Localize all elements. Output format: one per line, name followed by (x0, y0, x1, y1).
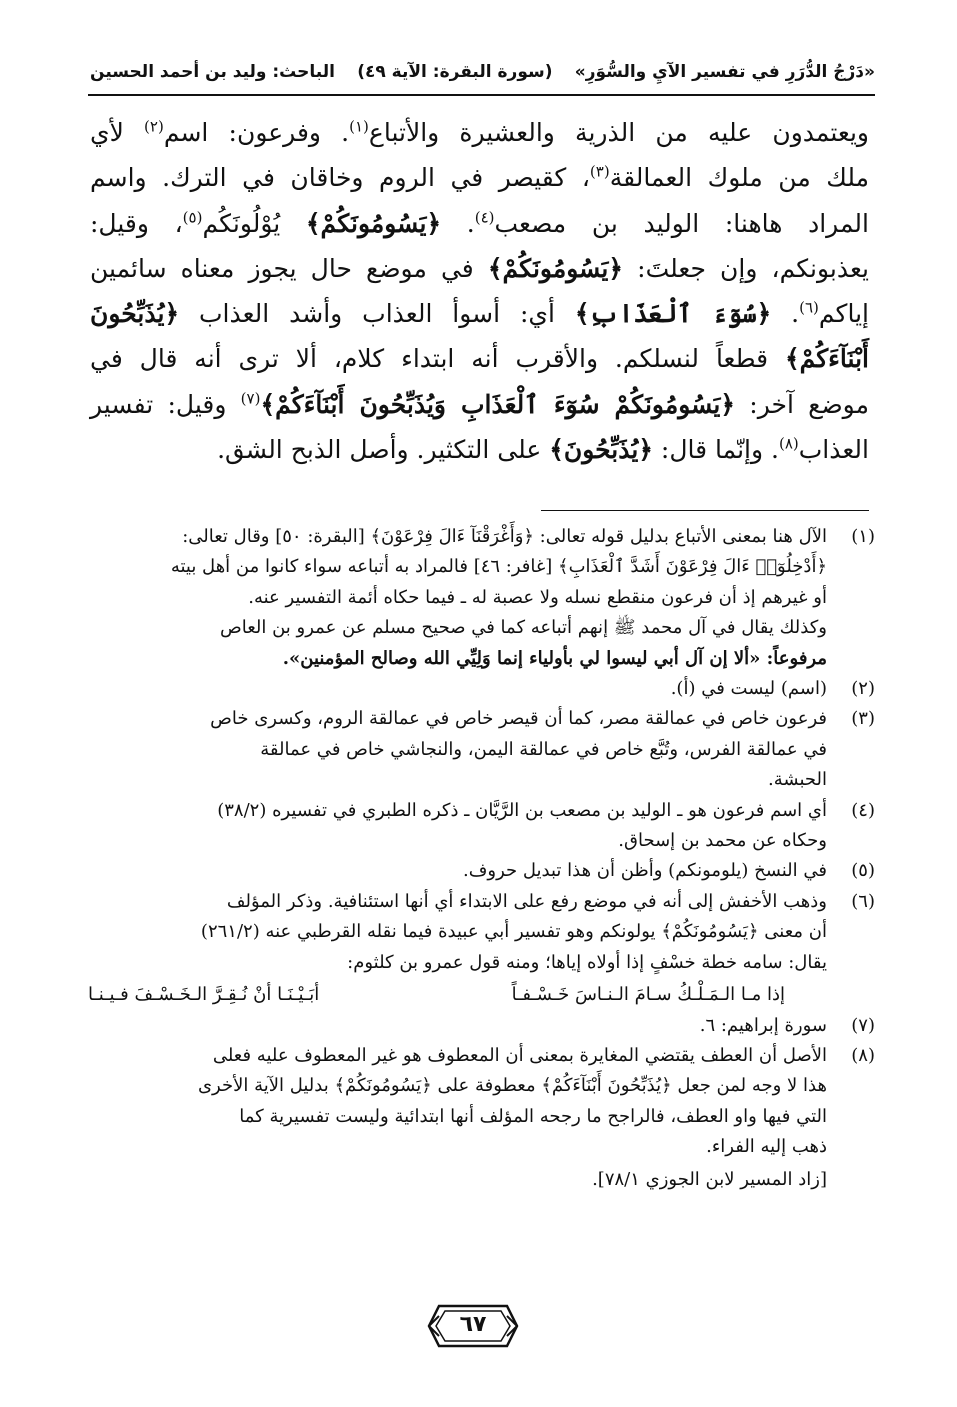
text-segment: في موضع حال يجوز معناه سائمين (90, 253, 488, 283)
footnote-marker: (٦) (799, 298, 819, 317)
footnote-marker: (٤) (474, 208, 495, 227)
footnote-line: أو غيرهم إذ أن فرعون منقطع نسله ولا عصبة له ـ فيما حكاه أئمة التفسير عنه. (248, 586, 827, 608)
text-segment: العذاب (798, 435, 869, 465)
poem-verse (88, 980, 827, 1010)
text-segment: المراد هاهنا: الوليد بن مصعب (494, 208, 869, 238)
footnote (88, 887, 875, 1011)
text-segment: وقيل: تفسير (90, 389, 241, 419)
footnote (88, 674, 875, 704)
footnote-line: التي فيها واو العطف، فالراجح ما رجحه المؤلف أنها ابتدائية وليست تفسيرية كما (239, 1105, 827, 1127)
main-line (90, 427, 869, 472)
text-segment: . (441, 208, 475, 238)
footnote-marker: (٢) (144, 117, 164, 136)
footnote-line: سورة إبراهيم: ٦. (699, 1014, 827, 1036)
footnote-number: (٤) (851, 799, 875, 821)
footnote-body (88, 887, 827, 1011)
footnote-line: وحكاه عن محمد بن إسحاق. (618, 830, 827, 852)
text-segment: . وفرعون: اسم (163, 118, 350, 147)
footnote-separator (541, 510, 869, 511)
footnote-line: في النسخ (يلومونكم) وأظن أن هذا تبديل حروف. (463, 860, 827, 882)
quran-quote: ﴿يُذَبِّحُونَ﴾ (549, 435, 653, 465)
footnote-line: أي اسم فرعون هو ـ الوليد بن مصعب بن الرَّيَّان ـ ذكره الطبري في تفسيره (٣٨/٢) (217, 799, 827, 821)
quran-quote: ﴿يَسُومُونَكُمْ﴾ (487, 253, 624, 283)
footnotes (88, 522, 875, 1195)
footnote-marker: (١) (349, 117, 369, 136)
main-line (90, 201, 869, 246)
footnote-marker: (٧) (240, 389, 261, 408)
text-segment: ملك من ملوك العمالقة (609, 163, 869, 193)
page-number-ornament (425, 1300, 521, 1352)
footnote-body (88, 1011, 827, 1041)
surah-reference: (سورة البقرة: الآية ٤٩) (357, 62, 553, 82)
footnote-body (88, 796, 827, 857)
text-segment: قطعاً لنسلكم. والأقرب أنه ابتداء كلام، ألا ترى أنه قال في (90, 344, 785, 374)
footnote (88, 856, 875, 886)
main-line (90, 382, 869, 427)
quran-quote: ﴿سُوٓءَ ٱلْعَذَابِ﴾ (574, 299, 772, 329)
main-line (90, 246, 869, 291)
text-segment: موضع آخر: (735, 389, 869, 419)
text-segment: . (771, 299, 800, 329)
footnote-source: [زاد المسير لابن الجوزي ٧٨/١]. (592, 1168, 827, 1190)
text-segment: . وإنّما قال: (652, 435, 779, 465)
footnote (88, 796, 875, 857)
main-text (90, 110, 869, 472)
quran-quote: ﴿يَسُومُونَكُمْ سُوٓءَ ٱلْعَذَابِ وَيُذَبِّحُونَ أَبْنَآءَكُمْ﴾ (260, 389, 736, 419)
footnote-line: الحبشة. (768, 769, 827, 791)
main-line (90, 155, 869, 200)
poem-hemistich: إذا مـا الـمَـلْـكُ سـامَ الـنـاسَ خَـسْـفـاً (511, 984, 785, 1006)
text-segment: على التكثير. وأصل الذبح الشق. (217, 435, 550, 465)
running-header (90, 52, 875, 92)
text-segment: ويعتمدون عليه من الذرية والعشيرة والأتباع (368, 118, 869, 147)
footnote-line: وذهب الأخفش إلى أنه في موضع رفع على الابتداء أي أنها استئنافية. وذكر المؤلف (226, 890, 827, 912)
footnote-marker: (٥) (182, 208, 203, 227)
header-rule (88, 94, 875, 96)
footnote-body (88, 522, 827, 674)
footnote-number: (٨) (851, 1044, 875, 1066)
footnote-line: فرعون خاص في عمالقة مصر، كما أن قيصر خاص في عمالقة الروم، وكسرى خاص (210, 708, 827, 730)
text-segment: يعذبونكم، وإن جعلتَ: (623, 253, 869, 283)
quran-quote: ﴿يُذَبِّحُونَ (90, 299, 180, 329)
footnote (88, 704, 875, 795)
text-segment: ، وقيل: (90, 208, 183, 238)
footnote-line: ﴿أَدْخِلُوٓا۟ ءَالَ فِرْعَوْنَ أَشَدَّ ٱلْعَذَابِ﴾ [غافر: ٤٦] فالمراد به أتباعه سواء كانوا من أهل بيته (170, 556, 827, 578)
footnote (88, 522, 875, 674)
footnote-body (88, 704, 827, 795)
main-line (90, 336, 869, 381)
text-segment: يُوْلُونَكُم (202, 208, 306, 238)
text-segment: إياكم (818, 299, 869, 329)
footnote-number: (٦) (851, 890, 875, 912)
footnote-number: (١) (851, 526, 875, 547)
footnote-number: (٢) (851, 678, 875, 700)
researcher-name: الباحث: وليد بن أحمد الحسين (90, 62, 335, 82)
quran-quote: أَبْنَآءَكُمْ﴾ (784, 344, 869, 374)
footnote-number: (٣) (851, 708, 875, 730)
footnote-body (88, 856, 827, 886)
book-title: «دَرْجُ الدُّرَرِ في تفسير الآيِ والسُّوَرِ» (574, 62, 875, 82)
footnote-line: (اسم) ليست في (أ). (670, 678, 827, 700)
footnote-line: وكذلك يقال في آل محمد ﷺ إنهم أتباعه كما في صحيح مسلم عن عمرو بن العاص (219, 617, 827, 639)
footnote-line: ذهب إليه الفراء. (706, 1136, 827, 1158)
footnote-marker: (٨) (778, 434, 799, 453)
footnote-line: الآل هنا بمعنى الأتباع بدليل قوله تعالى: ﴿وَأَغْرَقْنَآ ءَالَ فِرْعَوْنَ﴾ [البقرة: ٥٠] وقال تعالى: (182, 526, 827, 547)
footnote-number: (٥) (851, 860, 875, 882)
footnote-line: مرفوعاً: «ألا إن آل أبي ليسوا لي بأولياء إنما وَلِيِّي الله وصالح المؤمنين». (282, 647, 827, 669)
text-segment: لأي (90, 118, 145, 147)
footnote-line: أن معنى ﴿يَسُومُونَكُمْ﴾ يولونكم وهو تفسير أبي عبيدة فيما نقله القرطبي عنه (٢٦١/٢) (200, 921, 827, 943)
footnote-line: الأصل أن العطف يقتضي المغايرة بمعنى أن المعطوف هو غير المعطوف عليه فعلى (212, 1044, 827, 1066)
footnote (88, 1011, 875, 1041)
footnote-marker: (٣) (589, 162, 610, 181)
main-line (90, 291, 869, 336)
text-segment: أي: أسوأ العذاب وأشد العذاب (179, 299, 575, 329)
footnote-line: يقال: سامه خطة خسْفٍ إذا أولاه إياها؛ ومنه قول عمرو بن كلثوم: (347, 951, 827, 973)
footnote-number: (٧) (851, 1014, 875, 1036)
poem-hemistich: أبَـيْـنَـا أنْ نُـقِـرَّ الـخَـسْـفَ فـيـنـا (88, 984, 320, 1006)
footnote-line: هذا لا وجه لمن جعل ﴿يُذَبِّحُونَ أَبْنَآءَكُمْ﴾ معطوفة على ﴿يَسُومُونَكُمْ﴾ بدليل الآية الأخرى (197, 1075, 827, 1097)
footnote-line: في عمالقة الفرس، وتُبَّع خاص في عمالقة اليمن، والنجاشي خاص في عمالقة (260, 738, 827, 760)
footnote-body (88, 674, 827, 704)
page-number: ٦٧ (459, 1312, 487, 1337)
quran-quote: ﴿يَسُومُونَكُمْ﴾ (305, 208, 442, 238)
text-segment: ، كقيصر في الروم وخاقان في الترك. واسم (90, 163, 590, 193)
footnote (88, 1041, 875, 1195)
main-line (90, 110, 869, 155)
footnote-body (88, 1041, 827, 1195)
